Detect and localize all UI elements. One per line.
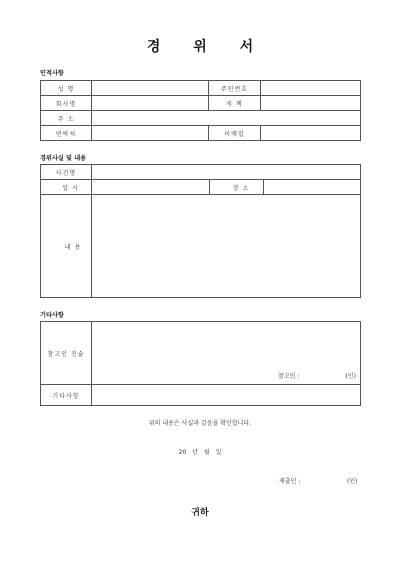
date-line: 20 년 월 일: [178, 449, 222, 456]
other-table: [40, 321, 361, 406]
content-field[interactable]: [92, 195, 361, 298]
personal-info-section-title: 인적사항: [40, 70, 64, 77]
contact-label: 연락처: [41, 126, 92, 141]
submitter-label: 제출인 :: [279, 478, 301, 485]
place-label: 장 소: [210, 180, 264, 195]
case-name-field[interactable]: [92, 165, 361, 180]
resident-number-label: 주민번호: [209, 81, 261, 96]
case-name-label: 사건명: [41, 165, 92, 180]
other-notes-label: 기타사항: [41, 385, 92, 406]
witness-signature-label: 참고인 :: [278, 373, 300, 380]
position-field[interactable]: [261, 96, 361, 111]
table-row: [41, 385, 361, 406]
datetime-field[interactable]: [92, 180, 210, 195]
table-row: [41, 96, 361, 111]
table-row: [41, 180, 361, 195]
submitter-seal-mark: (인): [347, 478, 358, 485]
place-field[interactable]: [264, 180, 361, 195]
address-field[interactable]: [92, 111, 361, 126]
table-row: [41, 165, 361, 180]
table-row: [41, 81, 361, 96]
table-row: [41, 322, 361, 385]
witness-seal-mark: (인): [345, 373, 356, 380]
email-label: 이메일: [209, 126, 261, 141]
table-row: [41, 111, 361, 126]
confirmation-statement: 위의 내용은 사실과 같음을 확인합니다.: [148, 420, 252, 427]
incident-table: [40, 164, 361, 298]
personal-info-table: [40, 80, 361, 141]
table-row: [41, 195, 361, 298]
content-label: 내 용: [41, 195, 92, 298]
position-label: 직 책: [209, 96, 261, 111]
name-label: 성 명: [41, 81, 92, 96]
incident-section-title: 경위사실 및 내용: [40, 155, 87, 162]
address-label: 주 소: [41, 111, 92, 126]
company-label: 회사명: [41, 96, 92, 111]
witness-statement-field[interactable]: [92, 322, 361, 385]
name-field[interactable]: [92, 81, 209, 96]
email-field[interactable]: [261, 126, 361, 141]
contact-field[interactable]: [92, 126, 209, 141]
other-section-title: 기타사항: [40, 312, 64, 319]
company-field[interactable]: [92, 96, 209, 111]
closing-text: 귀하: [191, 508, 209, 518]
witness-statement-label: 참고인 진술: [41, 322, 92, 385]
document-title: 경 위 서: [146, 39, 268, 55]
table-row: [41, 126, 361, 141]
datetime-label: 일 시: [41, 180, 92, 195]
other-notes-field[interactable]: [92, 385, 361, 406]
resident-number-field[interactable]: [261, 81, 361, 96]
